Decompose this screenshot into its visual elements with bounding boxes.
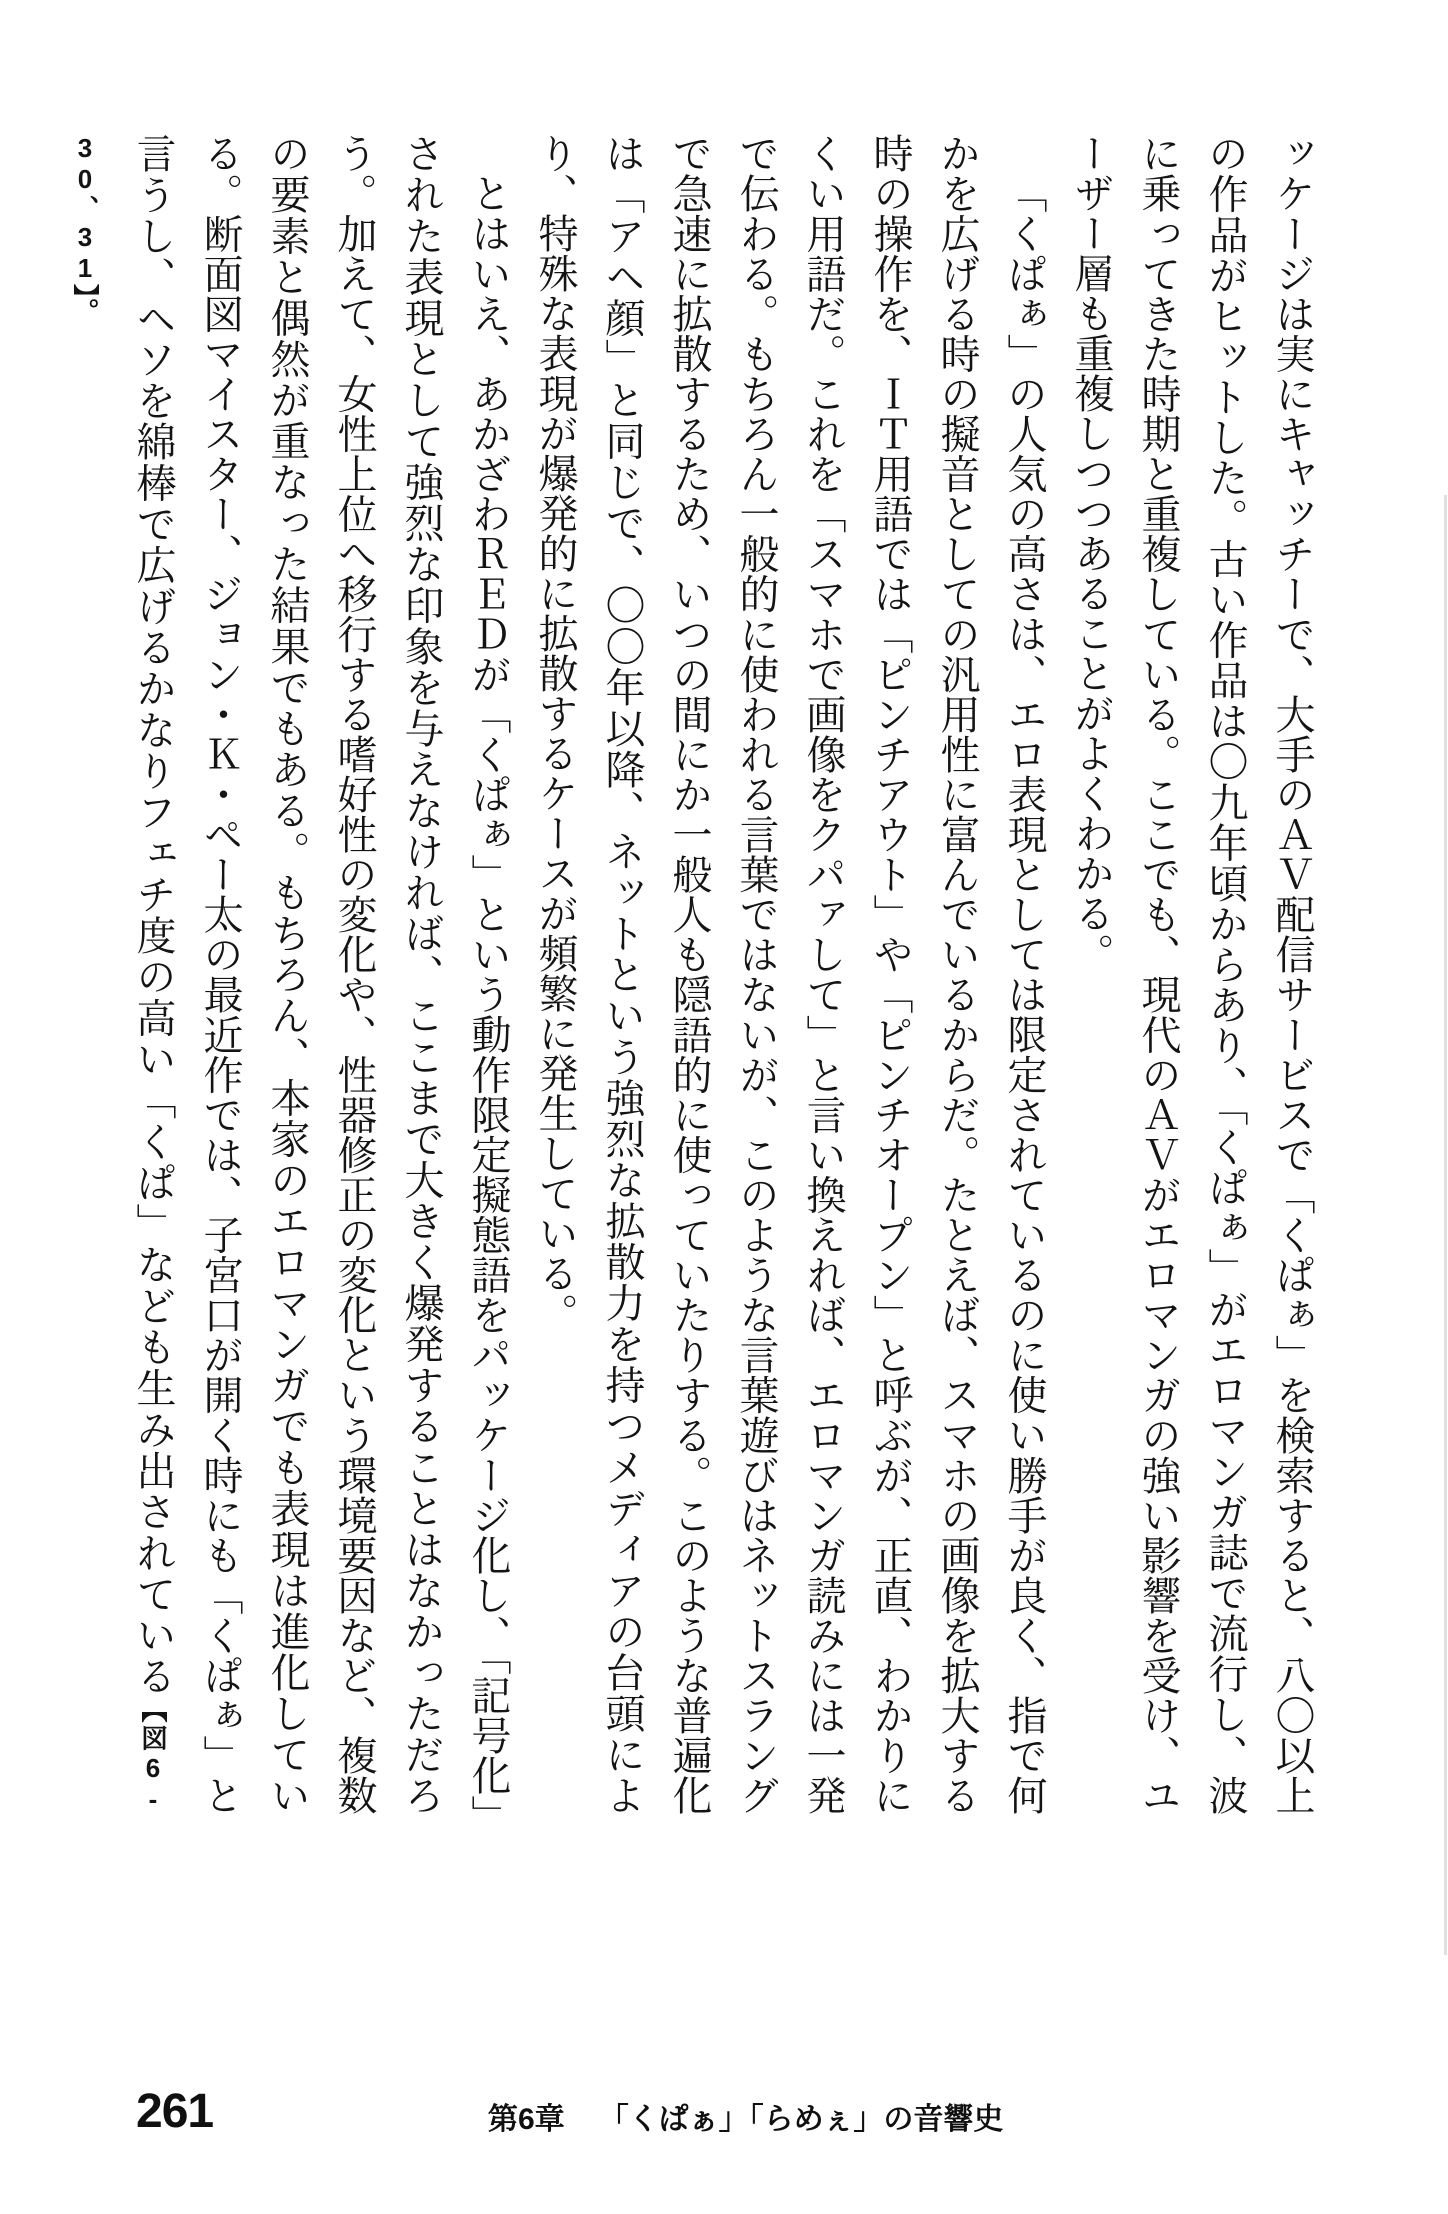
paragraph-2-text: 「くぱぁ」の人気の高さは、エロ表現としては限定されているのに使い勝手が良く、指で何かを広げる時の擬音としての汎用性に富んでいるからだ。たとえば、スマホの画像を拡大する時の操作を、ＩＴ用語では「ピンチアウト」や「ピンチオープン」と呼ぶが、正直、わかりにくい用語だ。これを「スマホで画像をクパァして」と言い換えれば、エロマンガ読みには一発で伝わる。もちろん一般的に使われる言葉ではないが、このような言葉遊びはネットスラングで急速に拡散するため、いつの間にか一般人も隠語的に使っていたりする。このような普遍化は「アヘ顔」と同じで、〇〇年以降、ネットという強烈な拡散力を持つメディアの台頭により、特殊な表現が爆発的に拡散するケースが頻繁に発生している。 xyxy=(533,133,1047,1816)
figure-reference-close-bracket: 】。 xyxy=(70,284,100,325)
figure-reference-open-bracket: 【図 xyxy=(138,1696,168,1754)
scan-edge-artifact xyxy=(1444,495,1447,1955)
running-footer xyxy=(488,2094,1003,2138)
body-text-block xyxy=(70,133,1326,1816)
footer-chapter-title: 「くぱぁ」「らめぇ」の音響史 xyxy=(598,2103,1004,2136)
figure-reference-numbers: 6-30、31 xyxy=(70,133,168,1816)
paragraph-3-text: とはいえ、あかざわＲＥＤが「くぱぁ」という動作限定擬態語をパッケージ化し、「記号化」された表現として強烈な印象を与えなければ、ここまで大きく爆発することはなかっただろう。加えて、女性上位へ移行する嗜好性の変化や、性器修正の変化という環境要因など、複数の要素と偶然が重なった結果でもある。もちろん、本家のエロマンガでも表現は進化している。断面図マイスター、ジョン・Ｋ・ペー太の最近作では、子宮口が開く時にも「くぱぁ」と言うし、ヘソを綿棒で広げるかなりフェチ度の高い「くぱ」なども生み出されている xyxy=(131,133,511,1816)
page-number: 261 xyxy=(136,2085,214,2138)
footer-chapter-label: 第6章 xyxy=(488,2103,565,2136)
paragraph-1-text: ッケージは実にキャッチーで、大手のＡＶ配信サービスで「くぱぁ」を検索すると、八〇以上の作品がヒットした。古い作品は〇九年頃からあり、「くぱぁ」がエロマンガ誌で流行し、波に乗ってきた時期と重複している。ここでも、現代のＡＶがエロマンガの強い影響を受け、ユーザー層も重複しつつあることがよくわかる。 xyxy=(1069,133,1315,1816)
paragraph-1 xyxy=(1058,133,1326,1815)
paragraph-3 xyxy=(51,133,522,1815)
paragraph-2 xyxy=(522,133,1058,1815)
